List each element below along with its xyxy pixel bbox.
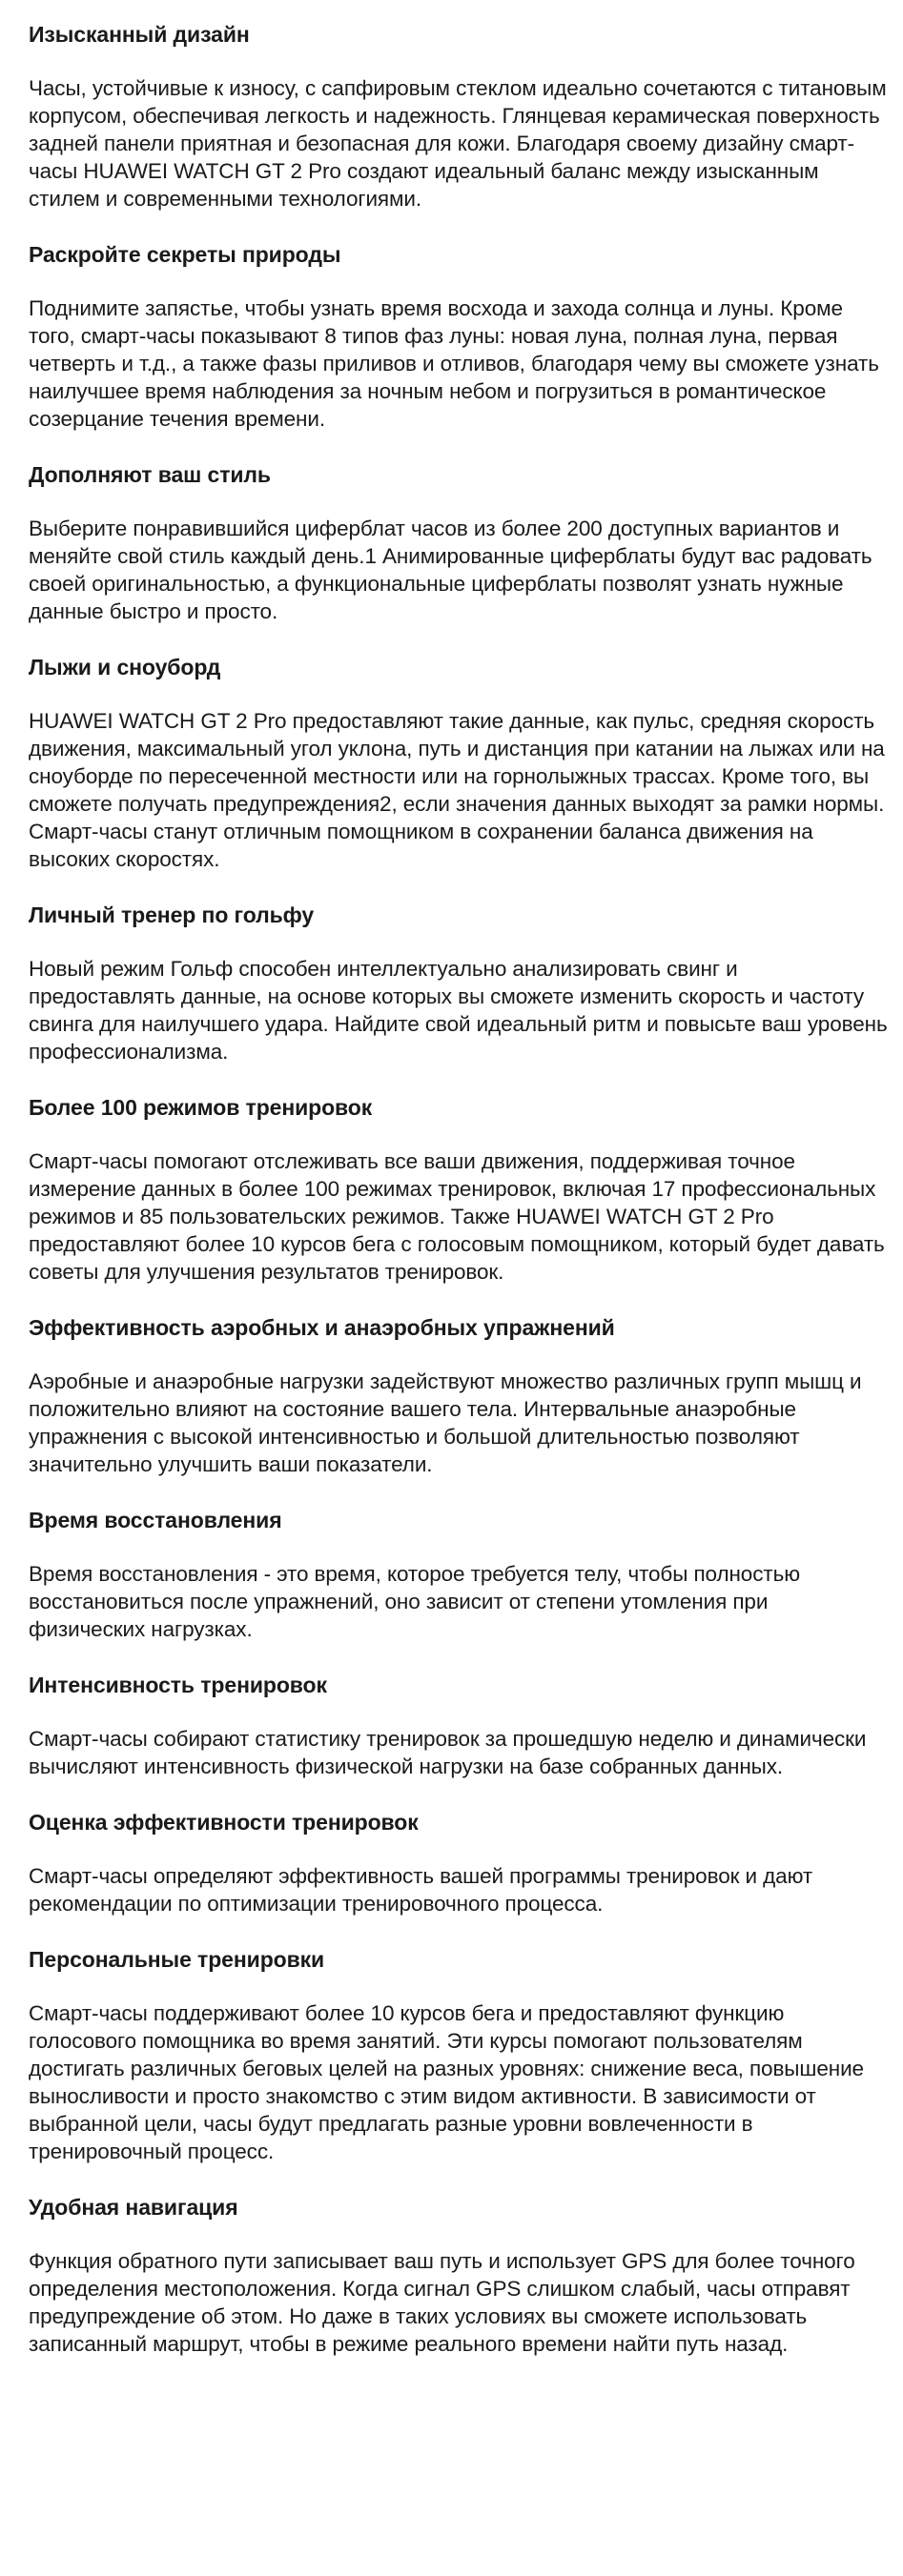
section-heading: Личный тренер по гольфу [29,903,315,927]
section-heading: Время восстановления [29,1508,282,1532]
section-heading: Раскройте секреты природы [29,242,341,267]
section-heading: Лыжи и сноуборд [29,655,221,679]
section-style [29,461,889,625]
section-text: Время восстановления - это время, которое требуется телу, чтобы полностью восстановиться после упражнений, оно зависит от степени утомления при физических нагрузках. [29,1562,800,1641]
section-text: Смарт-часы поддерживают более 10 курсов бега и предоставляют функцию голосового помощника во время занятий. Эти курсы помогают пользователям достигать различных беговых целей на разных уровнях: снижение веса, повышение выносливости и просто знакомство с этим видом активности. В зависимости от выбранной цели, часы будут предлагать разные уровни вовлеченности в тренировочный процесс. [29,2001,864,2163]
section-training-effect [29,1809,889,1917]
section-text: Смарт-часы собирают статистику тренировок за прошедшую неделю и динамически вычисляют интенсивность физической нагрузки на базе собранных данных. [29,1727,867,1778]
section-golf-trainer [29,902,889,1065]
section-heading: Персональные тренировки [29,1947,325,1972]
section-text: HUAWEI WATCH GT 2 Pro предоставляют такие данные, как пульс, средняя скорость движения, максимальный угол уклона, путь и дистанция при катании на лыжах или на сноуборде по пересеченной местности или на горнолыжных трассах. Кроме того, вы сможете получать предупреждения2, если значения данных выходят за рамки нормы. Смарт-часы станут отличным помощником в сохранении баланса движения на высоких скоростях. [29,709,885,871]
section-text: Новый режим Гольф способен интеллектуально анализировать свинг и предоставлять данные, на основе которых вы сможете изменить скорость и частоту свинга для наилучшего удара. Найдите свой идеальный ритм и повысьте ваш уровень профессионализма. [29,957,888,1064]
section-heading: Эффективность аэробных и анаэробных упражнений [29,1315,615,1340]
section-text: Выберите понравившийся циферблат часов из более 200 доступных вариантов и меняйте свой стиль каждый день.1 Анимированные циферблаты будут вас радовать своей оригинальностью, а функциональные циферблаты позволят узнать нужные данные быстро и просто. [29,517,872,623]
section-text: Смарт-часы помогают отслеживать все ваши движения, поддерживая точное измерение данных в более 100 режимах тренировок, включая 17 профессиональных режимов и 85 пользовательских режимов. Также HUAWEI WATCH GT 2 Pro предоставляют более 10 курсов бега с голосовым помощником, который будет давать советы для улучшения результатов тренировок. [29,1149,885,1284]
section-personal-training [29,1946,889,2165]
section-workout-modes [29,1094,889,1286]
section-heading: Более 100 режимов тренировок [29,1095,373,1120]
section-heading: Изысканный дизайн [29,22,250,47]
section-aerobic-anaerobic [29,1314,889,1478]
section-text: Аэробные и анаэробные нагрузки задействуют множество различных групп мышц и положительно влияют на состояние вашего тела. Интервальные анаэробные упражнения с высокой интенсивностью и большой длительностью позволяют значительно улучшить ваши показатели. [29,1369,862,1476]
section-navigation [29,2194,889,2358]
section-text: Смарт-часы определяют эффективность вашей программы тренировок и дают рекомендации по оптимизации тренировочного процесса. [29,1864,813,1916]
section-heading: Дополняют ваш стиль [29,462,271,487]
section-heading: Интенсивность тренировок [29,1673,327,1697]
section-text: Функция обратного пути записывает ваш путь и использует GPS для более точного определения местоположения. Когда сигнал GPS слишком слабый, часы отправят предупреждение об этом. Но даже в таких условиях вы сможете использовать записанный маршрут, чтобы в режиме реального времени найти путь назад. [29,2249,855,2356]
section-recovery-time [29,1507,889,1643]
section-heading: Удобная навигация [29,2195,238,2220]
section-design [29,21,889,213]
section-nature-secrets [29,241,889,433]
section-heading: Оценка эффективности тренировок [29,1810,419,1835]
section-text: Поднимите запястье, чтобы узнать время восхода и захода солнца и луны. Кроме того, смарт-часы показывают 8 типов фаз луны: новая луна, полная луна, первая четверть и т.д., а также фазы приливов и отливов, благодаря чему вы сможете узнать наилучшее время наблюдения за ночным небом и погрузиться в романтическое созерцание течения времени. [29,296,879,431]
section-ski-snowboard [29,654,889,873]
section-text: Часы, устойчивые к износу, с сапфировым стеклом идеально сочетаются с титановым корпусом, обеспечивая легкость и надежность. Глянцевая керамическая поверхность задней панели приятная и безопасная для кожи. Благодаря своему дизайну смарт-часы HUAWEI WATCH GT 2 Pro создают идеальный баланс между изысканным стилем и современными технологиями. [29,76,887,211]
section-training-intensity [29,1672,889,1780]
